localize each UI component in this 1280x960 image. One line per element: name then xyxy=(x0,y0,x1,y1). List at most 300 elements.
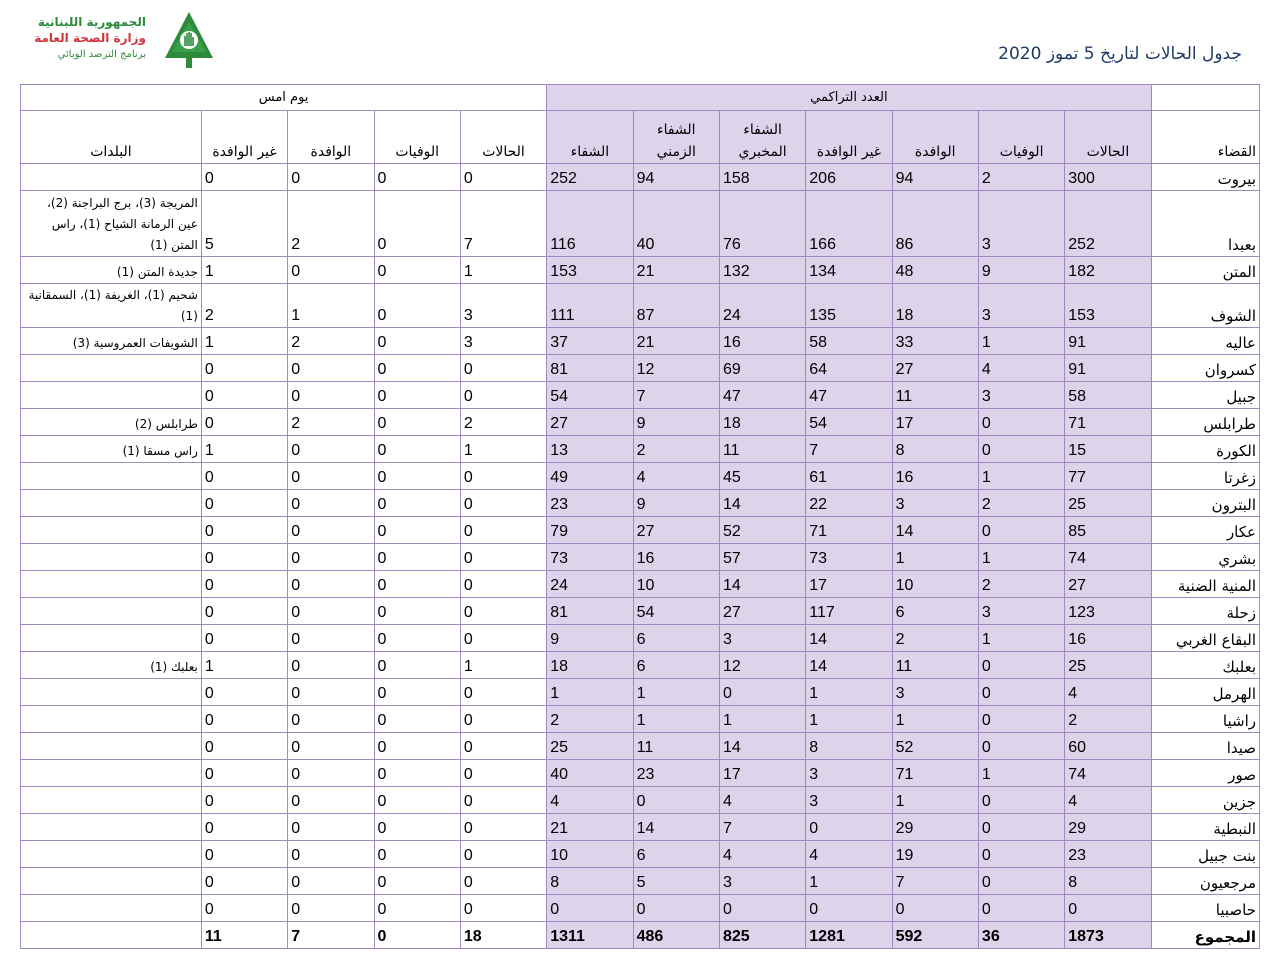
cell-towns: راس مسقا (1) xyxy=(21,436,202,463)
cell-y-deaths: 0 xyxy=(374,895,460,922)
cell-lab-recovered: 12 xyxy=(719,652,805,679)
cell-time-recovered: 10 xyxy=(633,571,719,598)
cell-y-cases: 0 xyxy=(460,706,546,733)
cell-towns xyxy=(21,463,202,490)
cell-lab-recovered: 45 xyxy=(719,463,805,490)
table-row xyxy=(21,868,1260,895)
cell-y-cases: 0 xyxy=(460,787,546,814)
cell-y-non-imported: 1 xyxy=(201,328,287,355)
cell-lab-recovered: 7 xyxy=(719,814,805,841)
cell-y-cases: 0 xyxy=(460,679,546,706)
cell-cases: 74 xyxy=(1065,544,1151,571)
cell-lab-recovered: 3 xyxy=(719,868,805,895)
cell-towns xyxy=(21,571,202,598)
cell-lab-recovered: 16 xyxy=(719,328,805,355)
cell-y-non-imported: 0 xyxy=(201,787,287,814)
cell-y-imported: 0 xyxy=(288,463,374,490)
cell-lab-recovered: 24 xyxy=(719,284,805,328)
cell-recovered: 27 xyxy=(547,409,633,436)
cell-time-recovered: 1 xyxy=(633,706,719,733)
cell-non-imported: 166 xyxy=(806,191,892,257)
cell-y-imported: 0 xyxy=(288,571,374,598)
cell-y-deaths: 0 xyxy=(374,814,460,841)
cell-towns xyxy=(21,490,202,517)
cell-time-recovered: 21 xyxy=(633,257,719,284)
cell-non-imported: 14 xyxy=(806,625,892,652)
cell-y-cases: 3 xyxy=(460,284,546,328)
cell-y-deaths: 0 xyxy=(374,463,460,490)
cell-time-recovered: 54 xyxy=(633,598,719,625)
cell-imported: 94 xyxy=(892,164,978,191)
cell-y-deaths: 0 xyxy=(374,257,460,284)
cell-y-cases: 0 xyxy=(460,164,546,191)
cell-y-non-imported: 0 xyxy=(201,164,287,191)
cell-y-cases: 0 xyxy=(460,733,546,760)
cell-towns: المريجة (3)، برج البراجنة (2)، عين الرمانة الشياح (1)، راس المتن (1) xyxy=(21,191,202,257)
cell-deaths: 3 xyxy=(978,284,1064,328)
cell-time-recovered: 0 xyxy=(633,895,719,922)
cell-time-recovered: 23 xyxy=(633,760,719,787)
cedar-emblem-icon xyxy=(158,10,216,70)
cell-y-non-imported: 0 xyxy=(201,814,287,841)
cell-cases: 15 xyxy=(1065,436,1151,463)
cell-towns: طرابلس (2) xyxy=(21,409,202,436)
cell-non-imported: 1281 xyxy=(806,922,892,949)
cell-deaths: 3 xyxy=(978,382,1064,409)
cell-recovered: 18 xyxy=(547,652,633,679)
cell-towns xyxy=(21,841,202,868)
cell-imported: 19 xyxy=(892,841,978,868)
cell-towns xyxy=(21,355,202,382)
cell-cases: 4 xyxy=(1065,679,1151,706)
cell-y-deaths: 0 xyxy=(374,284,460,328)
cell-recovered: 4 xyxy=(547,787,633,814)
cell-imported: 17 xyxy=(892,409,978,436)
cell-district: زحلة xyxy=(1151,598,1259,625)
cell-lab-recovered: 0 xyxy=(719,679,805,706)
cell-towns xyxy=(21,598,202,625)
cell-y-imported: 0 xyxy=(288,490,374,517)
cell-towns xyxy=(21,517,202,544)
cell-y-non-imported: 0 xyxy=(201,706,287,733)
cell-lab-recovered: 14 xyxy=(719,490,805,517)
table-row xyxy=(21,463,1260,490)
cell-time-recovered: 21 xyxy=(633,328,719,355)
cell-y-imported: 7 xyxy=(288,922,374,949)
cell-cases: 123 xyxy=(1065,598,1151,625)
cell-non-imported: 64 xyxy=(806,355,892,382)
cell-y-imported: 2 xyxy=(288,409,374,436)
cell-lab-recovered: 76 xyxy=(719,191,805,257)
cell-imported: 33 xyxy=(892,328,978,355)
cell-y-non-imported: 0 xyxy=(201,733,287,760)
cell-district: الهرمل xyxy=(1151,679,1259,706)
cell-time-recovered: 6 xyxy=(633,652,719,679)
cell-cases: 29 xyxy=(1065,814,1151,841)
col-header-time-recovered: الشفاء الزمني xyxy=(633,111,719,164)
cell-imported: 2 xyxy=(892,625,978,652)
cell-y-deaths: 0 xyxy=(374,922,460,949)
cell-y-imported: 0 xyxy=(288,814,374,841)
cell-towns xyxy=(21,544,202,571)
cell-towns xyxy=(21,679,202,706)
cell-y-non-imported: 2 xyxy=(201,284,287,328)
cell-cases: 27 xyxy=(1065,571,1151,598)
cell-recovered: 1 xyxy=(547,679,633,706)
cell-recovered: 13 xyxy=(547,436,633,463)
cell-non-imported: 206 xyxy=(806,164,892,191)
cell-imported: 1 xyxy=(892,787,978,814)
cell-lab-recovered: 11 xyxy=(719,436,805,463)
cell-district: المجموع xyxy=(1151,922,1259,949)
cell-deaths: 2 xyxy=(978,571,1064,598)
cell-time-recovered: 87 xyxy=(633,284,719,328)
cell-cases: 77 xyxy=(1065,463,1151,490)
cell-time-recovered: 27 xyxy=(633,517,719,544)
cell-y-cases: 0 xyxy=(460,625,546,652)
cell-y-deaths: 0 xyxy=(374,868,460,895)
cell-y-imported: 0 xyxy=(288,598,374,625)
cell-district: الكورة xyxy=(1151,436,1259,463)
cell-deaths: 1 xyxy=(978,328,1064,355)
cell-imported: 10 xyxy=(892,571,978,598)
cell-non-imported: 3 xyxy=(806,787,892,814)
cell-towns xyxy=(21,706,202,733)
cell-y-non-imported: 0 xyxy=(201,382,287,409)
cell-deaths: 0 xyxy=(978,409,1064,436)
cell-towns xyxy=(21,760,202,787)
cell-y-cases: 18 xyxy=(460,922,546,949)
cell-district: جزين xyxy=(1151,787,1259,814)
cell-y-deaths: 0 xyxy=(374,436,460,463)
table-row xyxy=(21,544,1260,571)
cell-imported: 29 xyxy=(892,814,978,841)
cell-towns xyxy=(21,895,202,922)
cell-y-imported: 0 xyxy=(288,382,374,409)
cell-cases: 74 xyxy=(1065,760,1151,787)
cell-recovered: 24 xyxy=(547,571,633,598)
cell-y-deaths: 0 xyxy=(374,544,460,571)
col-header-yesterday-deaths: الوفيات xyxy=(374,111,460,164)
cell-recovered: 25 xyxy=(547,733,633,760)
cell-y-cases: 1 xyxy=(460,652,546,679)
cell-recovered: 49 xyxy=(547,463,633,490)
cell-cases: 60 xyxy=(1065,733,1151,760)
cell-imported: 1 xyxy=(892,544,978,571)
cell-lab-recovered: 47 xyxy=(719,382,805,409)
cell-non-imported: 135 xyxy=(806,284,892,328)
cell-time-recovered: 1 xyxy=(633,679,719,706)
cell-non-imported: 22 xyxy=(806,490,892,517)
cell-cases: 2 xyxy=(1065,706,1151,733)
table-row xyxy=(21,490,1260,517)
cell-imported: 48 xyxy=(892,257,978,284)
cell-y-cases: 0 xyxy=(460,814,546,841)
cell-recovered: 8 xyxy=(547,868,633,895)
cell-district: حاصبيا xyxy=(1151,895,1259,922)
cell-y-deaths: 0 xyxy=(374,679,460,706)
cell-y-non-imported: 0 xyxy=(201,463,287,490)
logo-text xyxy=(18,14,146,62)
cell-recovered: 111 xyxy=(547,284,633,328)
col-header-yesterday-imported: الوافدة xyxy=(288,111,374,164)
logo-ministry-name: وزارة الصحة العامة xyxy=(34,31,146,45)
cell-non-imported: 58 xyxy=(806,328,892,355)
cell-y-imported: 0 xyxy=(288,355,374,382)
yesterday-group-header: يوم امس xyxy=(21,85,547,111)
logo-program-name: برنامج الترصد الوبائي xyxy=(57,49,146,60)
cell-deaths: 0 xyxy=(978,436,1064,463)
cell-deaths: 9 xyxy=(978,257,1064,284)
col-header-yesterday-cases: الحالات xyxy=(460,111,546,164)
cell-deaths: 0 xyxy=(978,679,1064,706)
cell-y-non-imported: 0 xyxy=(201,490,287,517)
cell-district: زغرتا xyxy=(1151,463,1259,490)
cell-imported: 86 xyxy=(892,191,978,257)
cell-district: مرجعيون xyxy=(1151,868,1259,895)
cell-cases: 85 xyxy=(1065,517,1151,544)
cell-y-imported: 0 xyxy=(288,733,374,760)
cell-imported: 8 xyxy=(892,436,978,463)
table-row xyxy=(21,787,1260,814)
table-row xyxy=(21,733,1260,760)
cell-y-cases: 0 xyxy=(460,355,546,382)
cell-towns: الشويفات العمروسية (3) xyxy=(21,328,202,355)
cell-imported: 0 xyxy=(892,895,978,922)
cell-cases: 4 xyxy=(1065,787,1151,814)
cell-deaths: 3 xyxy=(978,598,1064,625)
table-row xyxy=(21,436,1260,463)
cell-district: صور xyxy=(1151,760,1259,787)
cell-recovered: 23 xyxy=(547,490,633,517)
cell-y-cases: 0 xyxy=(460,895,546,922)
cell-cases: 71 xyxy=(1065,409,1151,436)
cell-district: بنت جبيل xyxy=(1151,841,1259,868)
cell-district: بيروت xyxy=(1151,164,1259,191)
cell-recovered: 10 xyxy=(547,841,633,868)
cell-deaths: 1 xyxy=(978,625,1064,652)
cell-y-deaths: 0 xyxy=(374,355,460,382)
cell-y-deaths: 0 xyxy=(374,328,460,355)
cell-y-cases: 2 xyxy=(460,409,546,436)
cell-non-imported: 134 xyxy=(806,257,892,284)
cell-recovered: 1311 xyxy=(547,922,633,949)
cell-deaths: 1 xyxy=(978,760,1064,787)
cell-time-recovered: 486 xyxy=(633,922,719,949)
col-header-yesterday-non-imported: غير الوافدة xyxy=(201,111,287,164)
cell-recovered: 79 xyxy=(547,517,633,544)
table-row xyxy=(21,652,1260,679)
table-row xyxy=(21,625,1260,652)
cell-y-non-imported: 0 xyxy=(201,517,287,544)
cell-district: بشري xyxy=(1151,544,1259,571)
table-row xyxy=(21,814,1260,841)
cell-deaths: 0 xyxy=(978,787,1064,814)
cell-y-non-imported: 0 xyxy=(201,598,287,625)
cell-y-imported: 0 xyxy=(288,625,374,652)
cell-y-non-imported: 0 xyxy=(201,868,287,895)
cell-lab-recovered: 132 xyxy=(719,257,805,284)
cell-deaths: 3 xyxy=(978,191,1064,257)
cell-district: المنية الضنية xyxy=(1151,571,1259,598)
cell-deaths: 0 xyxy=(978,652,1064,679)
cell-deaths: 1 xyxy=(978,463,1064,490)
cell-district: بعلبك xyxy=(1151,652,1259,679)
cell-y-deaths: 0 xyxy=(374,625,460,652)
cell-towns: بعلبك (1) xyxy=(21,652,202,679)
cell-y-deaths: 0 xyxy=(374,706,460,733)
cell-imported: 3 xyxy=(892,679,978,706)
cell-y-imported: 1 xyxy=(288,284,374,328)
cell-district: صيدا xyxy=(1151,733,1259,760)
cell-non-imported: 3 xyxy=(806,760,892,787)
cell-imported: 7 xyxy=(892,868,978,895)
cell-y-cases: 0 xyxy=(460,868,546,895)
cell-cases: 91 xyxy=(1065,328,1151,355)
cell-non-imported: 17 xyxy=(806,571,892,598)
cell-y-cases: 1 xyxy=(460,436,546,463)
cell-cases: 153 xyxy=(1065,284,1151,328)
cell-recovered: 54 xyxy=(547,382,633,409)
cell-y-deaths: 0 xyxy=(374,787,460,814)
cell-y-deaths: 0 xyxy=(374,164,460,191)
cell-time-recovered: 6 xyxy=(633,625,719,652)
cell-cases: 58 xyxy=(1065,382,1151,409)
cell-district: المتن xyxy=(1151,257,1259,284)
cell-time-recovered: 9 xyxy=(633,490,719,517)
col-header-district: القضاء xyxy=(1151,111,1259,164)
cell-non-imported: 0 xyxy=(806,814,892,841)
cell-y-imported: 0 xyxy=(288,164,374,191)
cell-imported: 16 xyxy=(892,463,978,490)
cell-y-non-imported: 0 xyxy=(201,409,287,436)
cell-time-recovered: 14 xyxy=(633,814,719,841)
cell-recovered: 9 xyxy=(547,625,633,652)
cell-deaths: 4 xyxy=(978,355,1064,382)
cell-y-deaths: 0 xyxy=(374,760,460,787)
cell-non-imported: 71 xyxy=(806,517,892,544)
cell-lab-recovered: 14 xyxy=(719,571,805,598)
cell-y-imported: 2 xyxy=(288,328,374,355)
table-row xyxy=(21,284,1260,328)
cell-y-imported: 0 xyxy=(288,544,374,571)
cell-towns xyxy=(21,787,202,814)
cell-district: النبطية xyxy=(1151,814,1259,841)
table-row xyxy=(21,895,1260,922)
cell-recovered: 81 xyxy=(547,355,633,382)
table-row xyxy=(21,409,1260,436)
cell-district: كسروان xyxy=(1151,355,1259,382)
cell-lab-recovered: 18 xyxy=(719,409,805,436)
cell-deaths: 0 xyxy=(978,868,1064,895)
cell-imported: 11 xyxy=(892,382,978,409)
cell-imported: 592 xyxy=(892,922,978,949)
cell-non-imported: 1 xyxy=(806,868,892,895)
cell-cases: 25 xyxy=(1065,652,1151,679)
cell-y-deaths: 0 xyxy=(374,652,460,679)
cell-imported: 11 xyxy=(892,652,978,679)
cell-y-cases: 3 xyxy=(460,328,546,355)
cell-time-recovered: 12 xyxy=(633,355,719,382)
cell-recovered: 21 xyxy=(547,814,633,841)
cell-deaths: 0 xyxy=(978,895,1064,922)
cell-recovered: 73 xyxy=(547,544,633,571)
cell-recovered: 0 xyxy=(547,895,633,922)
cell-deaths: 2 xyxy=(978,490,1064,517)
cell-y-imported: 0 xyxy=(288,679,374,706)
col-header-towns: البلدات xyxy=(21,111,202,164)
col-header-lab-recovered: الشفاء المخبري xyxy=(719,111,805,164)
total-row xyxy=(21,922,1260,949)
cell-y-non-imported: 0 xyxy=(201,841,287,868)
cell-imported: 71 xyxy=(892,760,978,787)
cell-time-recovered: 11 xyxy=(633,733,719,760)
cell-deaths: 0 xyxy=(978,733,1064,760)
cell-cases: 252 xyxy=(1065,191,1151,257)
cell-time-recovered: 16 xyxy=(633,544,719,571)
cell-towns: شحيم (1)، الغريفة (1)، السمقانية (1) xyxy=(21,284,202,328)
col-header-deaths: الوفيات xyxy=(978,111,1064,164)
cell-lab-recovered: 57 xyxy=(719,544,805,571)
cell-cases: 16 xyxy=(1065,625,1151,652)
cell-cases: 182 xyxy=(1065,257,1151,284)
cell-y-imported: 0 xyxy=(288,868,374,895)
cell-lab-recovered: 0 xyxy=(719,895,805,922)
cell-imported: 14 xyxy=(892,517,978,544)
cell-district: الشوف xyxy=(1151,284,1259,328)
cell-imported: 3 xyxy=(892,490,978,517)
cell-deaths: 0 xyxy=(978,841,1064,868)
cell-y-non-imported: 1 xyxy=(201,436,287,463)
cell-district: جبيل xyxy=(1151,382,1259,409)
cell-cases: 91 xyxy=(1065,355,1151,382)
cell-towns xyxy=(21,625,202,652)
cell-y-non-imported: 0 xyxy=(201,760,287,787)
cell-non-imported: 4 xyxy=(806,841,892,868)
cell-non-imported: 1 xyxy=(806,679,892,706)
cell-y-cases: 0 xyxy=(460,760,546,787)
cell-y-imported: 0 xyxy=(288,517,374,544)
cell-deaths: 0 xyxy=(978,814,1064,841)
cell-towns: جديدة المتن (1) xyxy=(21,257,202,284)
table-row xyxy=(21,598,1260,625)
cell-y-imported: 0 xyxy=(288,706,374,733)
cell-y-cases: 7 xyxy=(460,191,546,257)
cell-y-deaths: 0 xyxy=(374,382,460,409)
cell-district: عاليه xyxy=(1151,328,1259,355)
cell-y-non-imported: 5 xyxy=(201,191,287,257)
cell-district: البترون xyxy=(1151,490,1259,517)
cell-towns xyxy=(21,814,202,841)
cell-towns xyxy=(21,868,202,895)
cell-y-deaths: 0 xyxy=(374,733,460,760)
cell-lab-recovered: 27 xyxy=(719,598,805,625)
cell-recovered: 81 xyxy=(547,598,633,625)
cell-cases: 1873 xyxy=(1065,922,1151,949)
cell-cases: 0 xyxy=(1065,895,1151,922)
cell-y-deaths: 0 xyxy=(374,841,460,868)
cell-y-cases: 0 xyxy=(460,382,546,409)
cell-district: طرابلس xyxy=(1151,409,1259,436)
cell-y-cases: 0 xyxy=(460,490,546,517)
cell-lab-recovered: 69 xyxy=(719,355,805,382)
cell-district: راشيا xyxy=(1151,706,1259,733)
col-header-non-imported: غير الوافدة xyxy=(806,111,892,164)
cell-y-deaths: 0 xyxy=(374,571,460,598)
cell-y-cases: 0 xyxy=(460,598,546,625)
page-title: جدول الحالات لتاريخ 5 تموز 2020 xyxy=(998,44,1242,64)
cell-lab-recovered: 17 xyxy=(719,760,805,787)
